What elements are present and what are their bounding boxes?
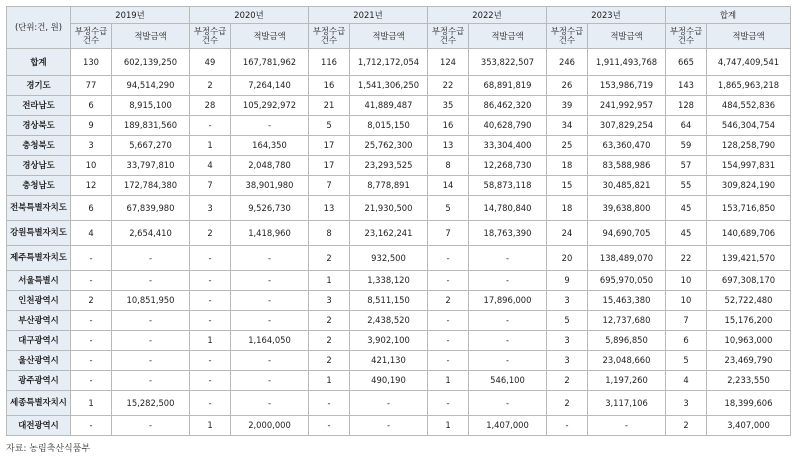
amount-header: 적발금액 [231, 24, 309, 49]
amount-cell: 2,048,780 [231, 156, 309, 176]
amount-cell: - [350, 391, 428, 416]
count-cell: 2 [71, 291, 112, 311]
count-cell: 9 [71, 116, 112, 136]
amount-header: 적발금액 [112, 24, 190, 49]
amount-cell: 697,308,170 [707, 271, 791, 291]
amount-cell: - [112, 311, 190, 331]
amount-cell: 23,162,241 [350, 221, 428, 246]
amount-cell: 1,338,120 [350, 271, 428, 291]
region-cell: 대구광역시 [7, 331, 71, 351]
count-cell: 10 [71, 156, 112, 176]
amount-cell: 86,462,320 [469, 96, 547, 116]
amount-cell: 421,130 [350, 351, 428, 371]
amount-cell: 15,176,200 [707, 311, 791, 331]
amount-cell: 10,851,950 [112, 291, 190, 311]
count-cell: 16 [309, 76, 350, 96]
count-cell: 1 [428, 416, 469, 436]
count-cell: 39 [547, 96, 588, 116]
count-cell: 17 [309, 136, 350, 156]
amount-header: 적발금액 [588, 24, 666, 49]
table-row [7, 196, 791, 221]
amount-cell: - [231, 271, 309, 291]
amount-cell: 9,526,730 [231, 196, 309, 221]
table-row [7, 76, 791, 96]
amount-cell: 8,915,100 [112, 96, 190, 116]
count-cell: 21 [309, 96, 350, 116]
amount-cell: 25,762,300 [350, 136, 428, 156]
count-cell: - [190, 351, 231, 371]
region-cell: 전북특별자치도 [7, 196, 71, 221]
count-cell: 4 [71, 221, 112, 246]
table-body [7, 49, 791, 436]
amount-cell: 3,902,100 [350, 331, 428, 351]
count-cell: 130 [71, 49, 112, 76]
count-cell: 3 [190, 196, 231, 221]
amount-cell: 68,891,819 [469, 76, 547, 96]
amount-cell: - [231, 371, 309, 391]
region-cell: 강원특별자치도 [7, 221, 71, 246]
amount-cell: 41,889,487 [350, 96, 428, 116]
count-cell: - [309, 416, 350, 436]
amount-cell: 1,197,260 [588, 371, 666, 391]
amount-cell: 15,282,500 [112, 391, 190, 416]
unit-label: (단위:건, 원) [7, 7, 71, 49]
count-cell: - [428, 246, 469, 271]
amount-cell: - [112, 246, 190, 271]
count-cell: - [71, 416, 112, 436]
amount-cell: - [112, 271, 190, 291]
amount-cell: - [112, 331, 190, 351]
count-cell: 25 [547, 136, 588, 156]
table-row [7, 156, 791, 176]
amount-cell: 153,716,850 [707, 196, 791, 221]
year-header-total: 합계 [666, 7, 791, 24]
table-row [7, 176, 791, 196]
count-cell: 665 [666, 49, 707, 76]
count-cell: 124 [428, 49, 469, 76]
amount-cell: 307,829,254 [588, 116, 666, 136]
amount-cell: 1,712,172,054 [350, 49, 428, 76]
amount-cell: 154,997,831 [707, 156, 791, 176]
count-cell: 13 [309, 196, 350, 221]
count-cell: 143 [666, 76, 707, 96]
amount-cell: - [231, 116, 309, 136]
count-cell: - [71, 271, 112, 291]
count-cell: - [428, 271, 469, 291]
count-cell: - [428, 331, 469, 351]
count-cell: - [190, 116, 231, 136]
count-cell: 57 [666, 156, 707, 176]
count-cell: 45 [666, 196, 707, 221]
count-cell: 7 [190, 176, 231, 196]
count-cell: - [309, 391, 350, 416]
amount-cell: 1,418,960 [231, 221, 309, 246]
amount-cell: 18,399,606 [707, 391, 791, 416]
amount-cell: 139,421,570 [707, 246, 791, 271]
count-cell: 3 [547, 351, 588, 371]
count-cell: 22 [428, 76, 469, 96]
amount-header: 적발금액 [469, 24, 547, 49]
amount-cell: 2,438,520 [350, 311, 428, 331]
amount-cell: 153,986,719 [588, 76, 666, 96]
count-cell: 49 [190, 49, 231, 76]
amount-cell: 4,747,409,541 [707, 49, 791, 76]
amount-cell: 1,164,050 [231, 331, 309, 351]
count-header: 부정수급 건수 [71, 24, 112, 49]
count-cell: 1 [190, 416, 231, 436]
count-cell: 2 [190, 76, 231, 96]
count-cell: 5 [666, 351, 707, 371]
count-cell: 15 [547, 176, 588, 196]
amount-cell: 58,873,118 [469, 176, 547, 196]
amount-header: 적발금액 [707, 24, 791, 49]
amount-cell: - [588, 416, 666, 436]
count-cell: 2 [547, 371, 588, 391]
count-cell: - [190, 271, 231, 291]
count-cell: - [428, 391, 469, 416]
count-cell: - [71, 371, 112, 391]
amount-cell: 484,552,836 [707, 96, 791, 116]
count-cell: 18 [547, 196, 588, 221]
count-cell: 2 [666, 416, 707, 436]
count-cell: 1 [309, 371, 350, 391]
amount-cell: 5,896,850 [588, 331, 666, 351]
region-cell: 제주특별자치도 [7, 246, 71, 271]
amount-cell: - [112, 371, 190, 391]
amount-cell: 63,360,470 [588, 136, 666, 156]
count-cell: 8 [428, 156, 469, 176]
count-header: 부정수급 건수 [428, 24, 469, 49]
table-row [7, 96, 791, 116]
amount-cell: 189,831,560 [112, 116, 190, 136]
amount-cell: 932,500 [350, 246, 428, 271]
count-cell: 6 [71, 196, 112, 221]
year-header-2021: 2021년 [309, 7, 428, 24]
region-cell: 대전광역시 [7, 416, 71, 436]
count-cell: 4 [190, 156, 231, 176]
table-row [7, 221, 791, 246]
count-cell: 2 [547, 391, 588, 416]
amount-cell: - [231, 246, 309, 271]
count-cell: - [547, 416, 588, 436]
count-cell: 3 [547, 291, 588, 311]
amount-cell: 602,139,250 [112, 49, 190, 76]
amount-cell: 21,930,500 [350, 196, 428, 221]
amount-cell: 12,737,680 [588, 311, 666, 331]
amount-cell: 546,304,754 [707, 116, 791, 136]
count-cell: 2 [309, 311, 350, 331]
source-note: 자료: 농림축산식품부 [6, 444, 91, 454]
amount-cell: 8,015,150 [350, 116, 428, 136]
count-header: 부정수급 건수 [190, 24, 231, 49]
table-row [7, 371, 791, 391]
table-row [7, 136, 791, 156]
count-cell: 5 [547, 311, 588, 331]
count-cell: 3 [547, 331, 588, 351]
count-cell: 10 [666, 291, 707, 311]
amount-cell: 241,992,957 [588, 96, 666, 116]
count-cell: 4 [666, 371, 707, 391]
count-cell: - [190, 291, 231, 311]
amount-cell: - [231, 291, 309, 311]
count-cell: 6 [666, 331, 707, 351]
count-cell: 24 [547, 221, 588, 246]
count-cell: 22 [666, 246, 707, 271]
year-header-2022: 2022년 [428, 7, 547, 24]
amount-cell: 30,485,821 [588, 176, 666, 196]
count-cell: 18 [547, 156, 588, 176]
count-header: 부정수급 건수 [666, 24, 707, 49]
count-cell: 116 [309, 49, 350, 76]
count-cell: 5 [428, 196, 469, 221]
amount-cell: 8,778,891 [350, 176, 428, 196]
count-cell: 26 [547, 76, 588, 96]
amount-cell: 3,407,000 [707, 416, 791, 436]
amount-header: 적발금액 [350, 24, 428, 49]
amount-cell: 1,541,306,250 [350, 76, 428, 96]
amount-cell: 1,911,493,768 [588, 49, 666, 76]
amount-cell: 140,689,706 [707, 221, 791, 246]
count-cell: - [428, 311, 469, 331]
amount-cell: 138,489,070 [588, 246, 666, 271]
amount-cell: 5,667,270 [112, 136, 190, 156]
amount-cell: 1,407,000 [469, 416, 547, 436]
region-cell: 합계 [7, 49, 71, 76]
amount-cell: 23,293,525 [350, 156, 428, 176]
amount-cell: - [231, 351, 309, 371]
region-cell: 인천광역시 [7, 291, 71, 311]
count-cell: - [428, 351, 469, 371]
amount-cell: 23,469,790 [707, 351, 791, 371]
count-cell: 14 [428, 176, 469, 196]
count-cell: 16 [428, 116, 469, 136]
count-cell: 2 [309, 331, 350, 351]
table-row [7, 291, 791, 311]
amount-cell: 14,780,840 [469, 196, 547, 221]
amount-cell: 18,763,390 [469, 221, 547, 246]
count-cell: - [71, 331, 112, 351]
count-cell: - [71, 351, 112, 371]
amount-cell: - [469, 246, 547, 271]
count-cell: 13 [428, 136, 469, 156]
amount-cell: 172,784,380 [112, 176, 190, 196]
amount-cell: 167,781,962 [231, 49, 309, 76]
amount-cell: - [469, 351, 547, 371]
region-cell: 부산광역시 [7, 311, 71, 331]
count-cell: 3 [71, 136, 112, 156]
amount-cell: 39,638,800 [588, 196, 666, 221]
count-cell: 64 [666, 116, 707, 136]
count-cell: - [190, 391, 231, 416]
amount-cell: 33,797,810 [112, 156, 190, 176]
amount-cell: 546,100 [469, 371, 547, 391]
amount-cell: 128,258,790 [707, 136, 791, 156]
count-cell: - [190, 371, 231, 391]
year-header-2019: 2019년 [71, 7, 190, 24]
region-cell: 충청남도 [7, 176, 71, 196]
region-cell: 세종특별자치시 [7, 391, 71, 416]
amount-cell: - [231, 311, 309, 331]
total-row [7, 49, 791, 76]
amount-cell: - [112, 416, 190, 436]
amount-cell: 3,117,106 [588, 391, 666, 416]
count-cell: - [71, 246, 112, 271]
amount-cell: - [469, 271, 547, 291]
amount-cell: 83,588,986 [588, 156, 666, 176]
count-cell: 3 [309, 291, 350, 311]
count-cell: 7 [309, 176, 350, 196]
amount-cell: 309,824,190 [707, 176, 791, 196]
amount-cell: 695,970,050 [588, 271, 666, 291]
count-cell: 2 [309, 351, 350, 371]
region-cell: 충청북도 [7, 136, 71, 156]
fraud-statistics-table [6, 6, 791, 436]
table-row [7, 331, 791, 351]
count-cell: 10 [666, 271, 707, 291]
region-cell: 경상남도 [7, 156, 71, 176]
region-cell: 서울특별시 [7, 271, 71, 291]
region-cell: 경기도 [7, 76, 71, 96]
table-row [7, 311, 791, 331]
region-cell: 광주광역시 [7, 371, 71, 391]
table-row [7, 391, 791, 416]
amount-cell: 23,048,660 [588, 351, 666, 371]
count-cell: 12 [71, 176, 112, 196]
amount-cell: 33,304,400 [469, 136, 547, 156]
table-row [7, 416, 791, 436]
amount-cell: 12,268,730 [469, 156, 547, 176]
count-cell: 45 [666, 221, 707, 246]
amount-cell: 490,190 [350, 371, 428, 391]
count-header: 부정수급 건수 [547, 24, 588, 49]
amount-cell: 10,963,000 [707, 331, 791, 351]
count-cell: 34 [547, 116, 588, 136]
year-header-2020: 2020년 [190, 7, 309, 24]
table-row [7, 351, 791, 371]
amount-cell: - [231, 391, 309, 416]
amount-cell: 52,722,480 [707, 291, 791, 311]
amount-cell: 2,233,550 [707, 371, 791, 391]
region-cell: 전라남도 [7, 96, 71, 116]
count-cell: 2 [309, 246, 350, 271]
table-row [7, 246, 791, 271]
amount-cell: 38,901,980 [231, 176, 309, 196]
count-cell: - [71, 311, 112, 331]
amount-cell: 353,822,507 [469, 49, 547, 76]
amount-cell: 17,896,000 [469, 291, 547, 311]
amount-cell: 8,511,150 [350, 291, 428, 311]
amount-cell: 94,514,290 [112, 76, 190, 96]
count-cell: 35 [428, 96, 469, 116]
amount-cell: 67,839,980 [112, 196, 190, 221]
count-cell: 1 [190, 331, 231, 351]
count-cell: 8 [309, 221, 350, 246]
count-header: 부정수급 건수 [309, 24, 350, 49]
amount-cell: 7,264,140 [231, 76, 309, 96]
amount-cell: - [469, 391, 547, 416]
amount-cell: - [469, 311, 547, 331]
count-cell: 1 [309, 271, 350, 291]
count-cell: 1 [71, 391, 112, 416]
count-cell: 128 [666, 96, 707, 116]
count-cell: 20 [547, 246, 588, 271]
count-cell: 77 [71, 76, 112, 96]
amount-cell: 2,654,410 [112, 221, 190, 246]
region-cell: 경상북도 [7, 116, 71, 136]
count-cell: 3 [666, 391, 707, 416]
amount-cell: 164,350 [231, 136, 309, 156]
count-cell: - [190, 246, 231, 271]
amount-cell: 15,463,380 [588, 291, 666, 311]
amount-cell: - [112, 351, 190, 371]
count-cell: 28 [190, 96, 231, 116]
count-cell: 7 [428, 221, 469, 246]
amount-cell: 94,690,705 [588, 221, 666, 246]
count-cell: 6 [71, 96, 112, 116]
amount-cell: - [469, 331, 547, 351]
amount-cell: 40,628,790 [469, 116, 547, 136]
region-cell: 울산광역시 [7, 351, 71, 371]
year-header-2023: 2023년 [547, 7, 666, 24]
count-cell: 1 [190, 136, 231, 156]
count-cell: 5 [309, 116, 350, 136]
amount-cell: 105,292,972 [231, 96, 309, 116]
amount-cell: - [350, 416, 428, 436]
count-cell: 7 [666, 311, 707, 331]
count-cell: 17 [309, 156, 350, 176]
count-cell: 246 [547, 49, 588, 76]
table-row [7, 116, 791, 136]
count-cell: 2 [428, 291, 469, 311]
amount-cell: 2,000,000 [231, 416, 309, 436]
count-cell: 9 [547, 271, 588, 291]
count-cell: 2 [190, 221, 231, 246]
amount-cell: 1,865,963,218 [707, 76, 791, 96]
table-row [7, 271, 791, 291]
count-cell: 55 [666, 176, 707, 196]
count-cell: 1 [428, 371, 469, 391]
count-cell: 59 [666, 136, 707, 156]
count-cell: - [190, 311, 231, 331]
